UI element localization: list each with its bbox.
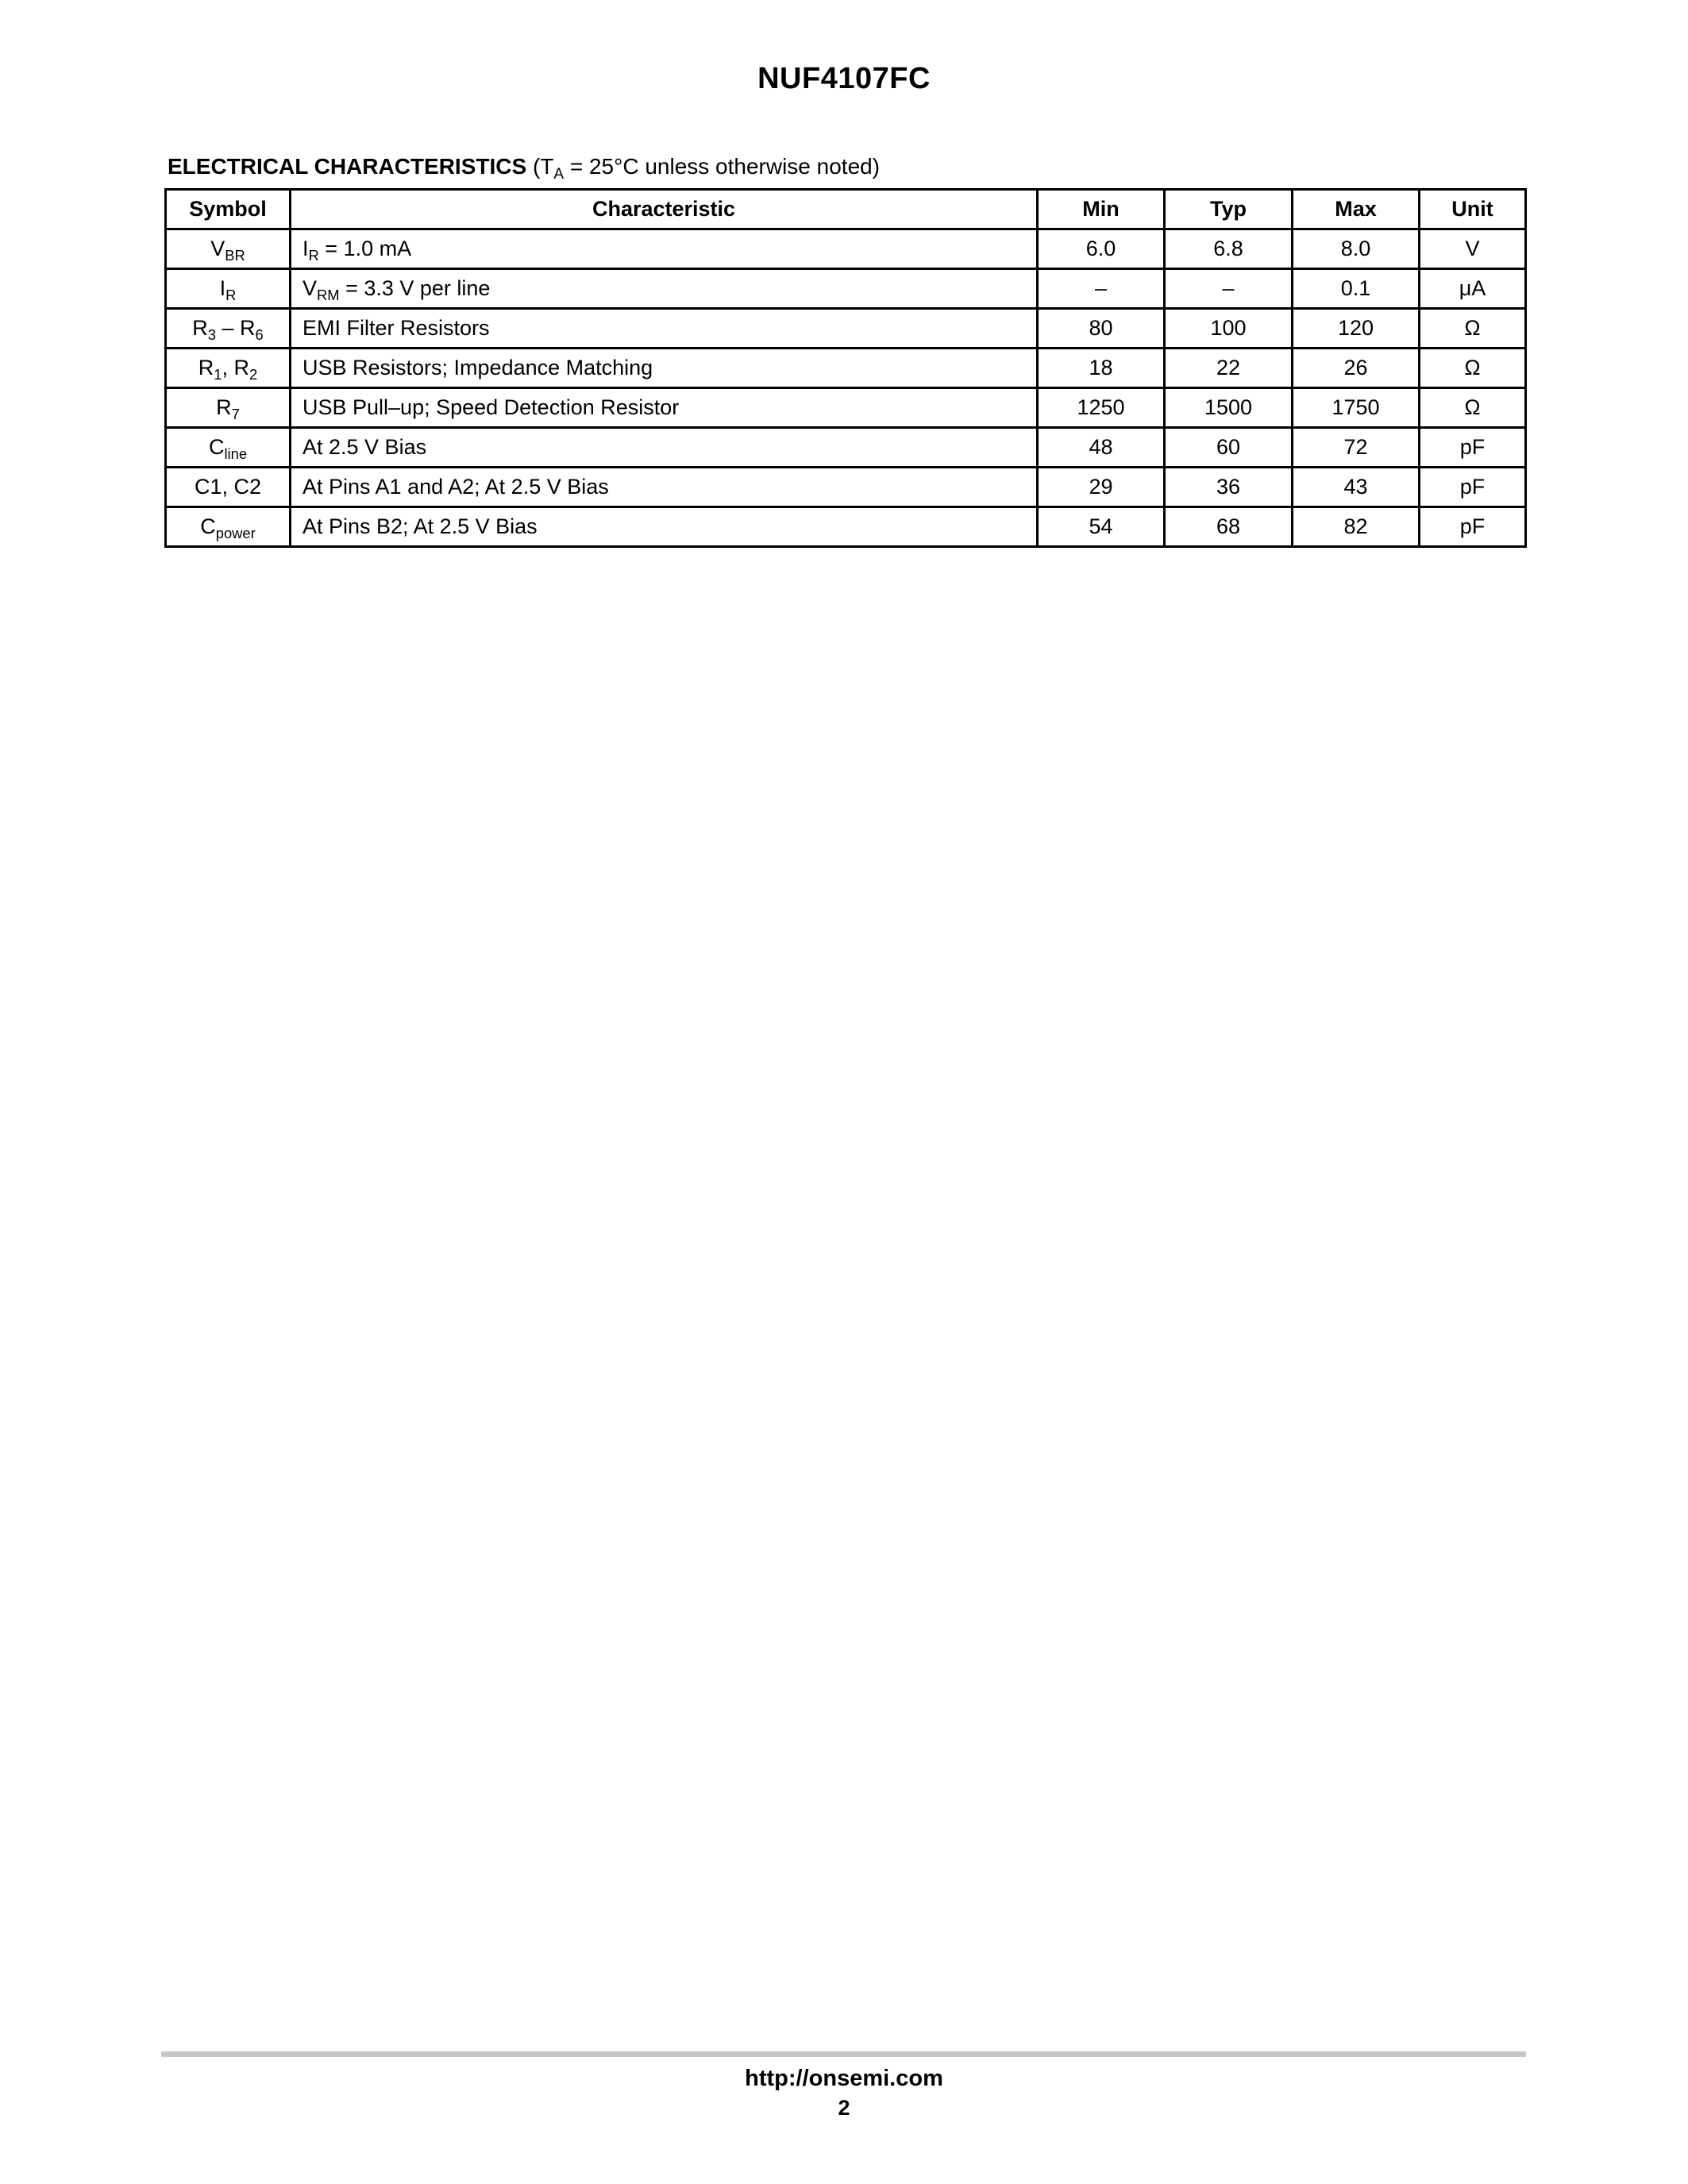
symbol-subscript: 1 xyxy=(214,365,222,383)
section-heading xyxy=(168,154,881,183)
symbol-subscript: 7 xyxy=(231,405,240,422)
typ-cell: – xyxy=(1165,269,1293,309)
unit-cell: Ω xyxy=(1420,388,1526,428)
characteristic-cell: At Pins B2; At 2.5 V Bias xyxy=(291,507,1038,547)
symbol-subscript: power xyxy=(215,524,256,541)
condition-open: (T xyxy=(532,154,554,179)
symbol-cell xyxy=(166,428,291,468)
symbol-cell xyxy=(166,269,291,309)
max-cell: 43 xyxy=(1293,468,1420,507)
max-cell: 26 xyxy=(1293,349,1420,388)
min-cell: – xyxy=(1038,269,1165,309)
characteristic-subscript: RM xyxy=(317,286,340,303)
typ-cell: 68 xyxy=(1165,507,1293,547)
min-cell: 48 xyxy=(1038,428,1165,468)
unit-cell: V xyxy=(1420,229,1526,269)
max-cell: 0.1 xyxy=(1293,269,1420,309)
header-min: Min xyxy=(1038,190,1165,229)
typ-cell: 60 xyxy=(1165,428,1293,468)
unit-cell: Ω xyxy=(1420,309,1526,349)
footer-divider xyxy=(161,2051,1526,2057)
characteristic-cell: At 2.5 V Bias xyxy=(291,428,1038,468)
symbol-base: R xyxy=(192,316,208,340)
symbol-subscript: line xyxy=(224,445,248,462)
symbol-base: R xyxy=(216,395,232,419)
typ-cell: 100 xyxy=(1165,309,1293,349)
symbol-cell xyxy=(166,309,291,349)
table-header-row xyxy=(166,190,1526,229)
characteristic-base: V xyxy=(303,276,318,300)
header-max: Max xyxy=(1293,190,1420,229)
footer-url-link[interactable]: http://onsemi.com xyxy=(745,2066,943,2091)
symbol-base: V xyxy=(210,237,225,260)
table-row xyxy=(166,349,1526,388)
min-cell: 54 xyxy=(1038,507,1165,547)
symbol-subscript-2: 6 xyxy=(255,325,264,343)
min-cell: 6.0 xyxy=(1038,229,1165,269)
characteristic-cell xyxy=(291,229,1038,269)
symbol-cell xyxy=(166,349,291,388)
header-typ: Typ xyxy=(1165,190,1293,229)
unit-cell: Ω xyxy=(1420,349,1526,388)
symbol-cell xyxy=(166,229,291,269)
table-row xyxy=(166,507,1526,547)
characteristic-subscript: R xyxy=(308,246,319,264)
unit-cell: pF xyxy=(1420,507,1526,547)
condition-subscript: A xyxy=(553,166,565,183)
max-cell: 8.0 xyxy=(1293,229,1420,269)
min-cell: 29 xyxy=(1038,468,1165,507)
unit-cell: pF xyxy=(1420,428,1526,468)
page-number: 2 xyxy=(838,2096,850,2120)
characteristic-cell: At Pins A1 and A2; At 2.5 V Bias xyxy=(291,468,1038,507)
symbol-base: I xyxy=(219,276,226,300)
header-symbol: Symbol xyxy=(166,190,291,229)
symbol-base: C xyxy=(200,514,216,538)
table-row xyxy=(166,269,1526,309)
symbol-subscript: BR xyxy=(225,246,245,264)
symbol-subscript: 3 xyxy=(207,325,216,343)
max-cell: 120 xyxy=(1293,309,1420,349)
symbol-base-2: – R xyxy=(215,316,256,340)
typ-cell: 6.8 xyxy=(1165,229,1293,269)
symbol-base-2: , R xyxy=(222,356,249,379)
symbol-subscript: R xyxy=(225,286,237,303)
typ-cell: 1500 xyxy=(1165,388,1293,428)
condition-rest: = 25°C unless otherwise noted) xyxy=(564,154,881,179)
characteristic-cell xyxy=(291,269,1038,309)
min-cell: 1250 xyxy=(1038,388,1165,428)
symbol-cell xyxy=(166,507,291,547)
symbol-cell xyxy=(166,388,291,428)
characteristic-cell: EMI Filter Resistors xyxy=(291,309,1038,349)
table-row xyxy=(166,309,1526,349)
section-title: ELECTRICAL CHARACTERISTICS xyxy=(168,154,527,179)
symbol-subscript-2: 2 xyxy=(249,365,258,383)
characteristic-cell: USB Pull–up; Speed Detection Resistor xyxy=(291,388,1038,428)
characteristic-text: = 3.3 V per line xyxy=(339,276,491,300)
table-row xyxy=(166,388,1526,428)
table-row xyxy=(166,229,1526,269)
typ-cell: 36 xyxy=(1165,468,1293,507)
max-cell: 1750 xyxy=(1293,388,1420,428)
symbol-cell: C1, C2 xyxy=(166,468,291,507)
electrical-characteristics-table xyxy=(164,188,1527,548)
typ-cell: 22 xyxy=(1165,349,1293,388)
section-condition xyxy=(532,154,881,183)
characteristic-base: I xyxy=(303,237,309,260)
symbol-base: C xyxy=(208,435,225,459)
table-row xyxy=(166,468,1526,507)
max-cell: 82 xyxy=(1293,507,1420,547)
min-cell: 18 xyxy=(1038,349,1165,388)
max-cell: 72 xyxy=(1293,428,1420,468)
min-cell: 80 xyxy=(1038,309,1165,349)
unit-cell: pF xyxy=(1420,468,1526,507)
symbol-base: R xyxy=(198,356,214,379)
table-row xyxy=(166,428,1526,468)
characteristic-text: = 1.0 mA xyxy=(318,237,412,260)
characteristic-cell: USB Resistors; Impedance Matching xyxy=(291,349,1038,388)
header-characteristic: Characteristic xyxy=(291,190,1038,229)
document-title: NUF4107FC xyxy=(757,62,931,95)
header-unit: Unit xyxy=(1420,190,1526,229)
unit-cell: μA xyxy=(1420,269,1526,309)
